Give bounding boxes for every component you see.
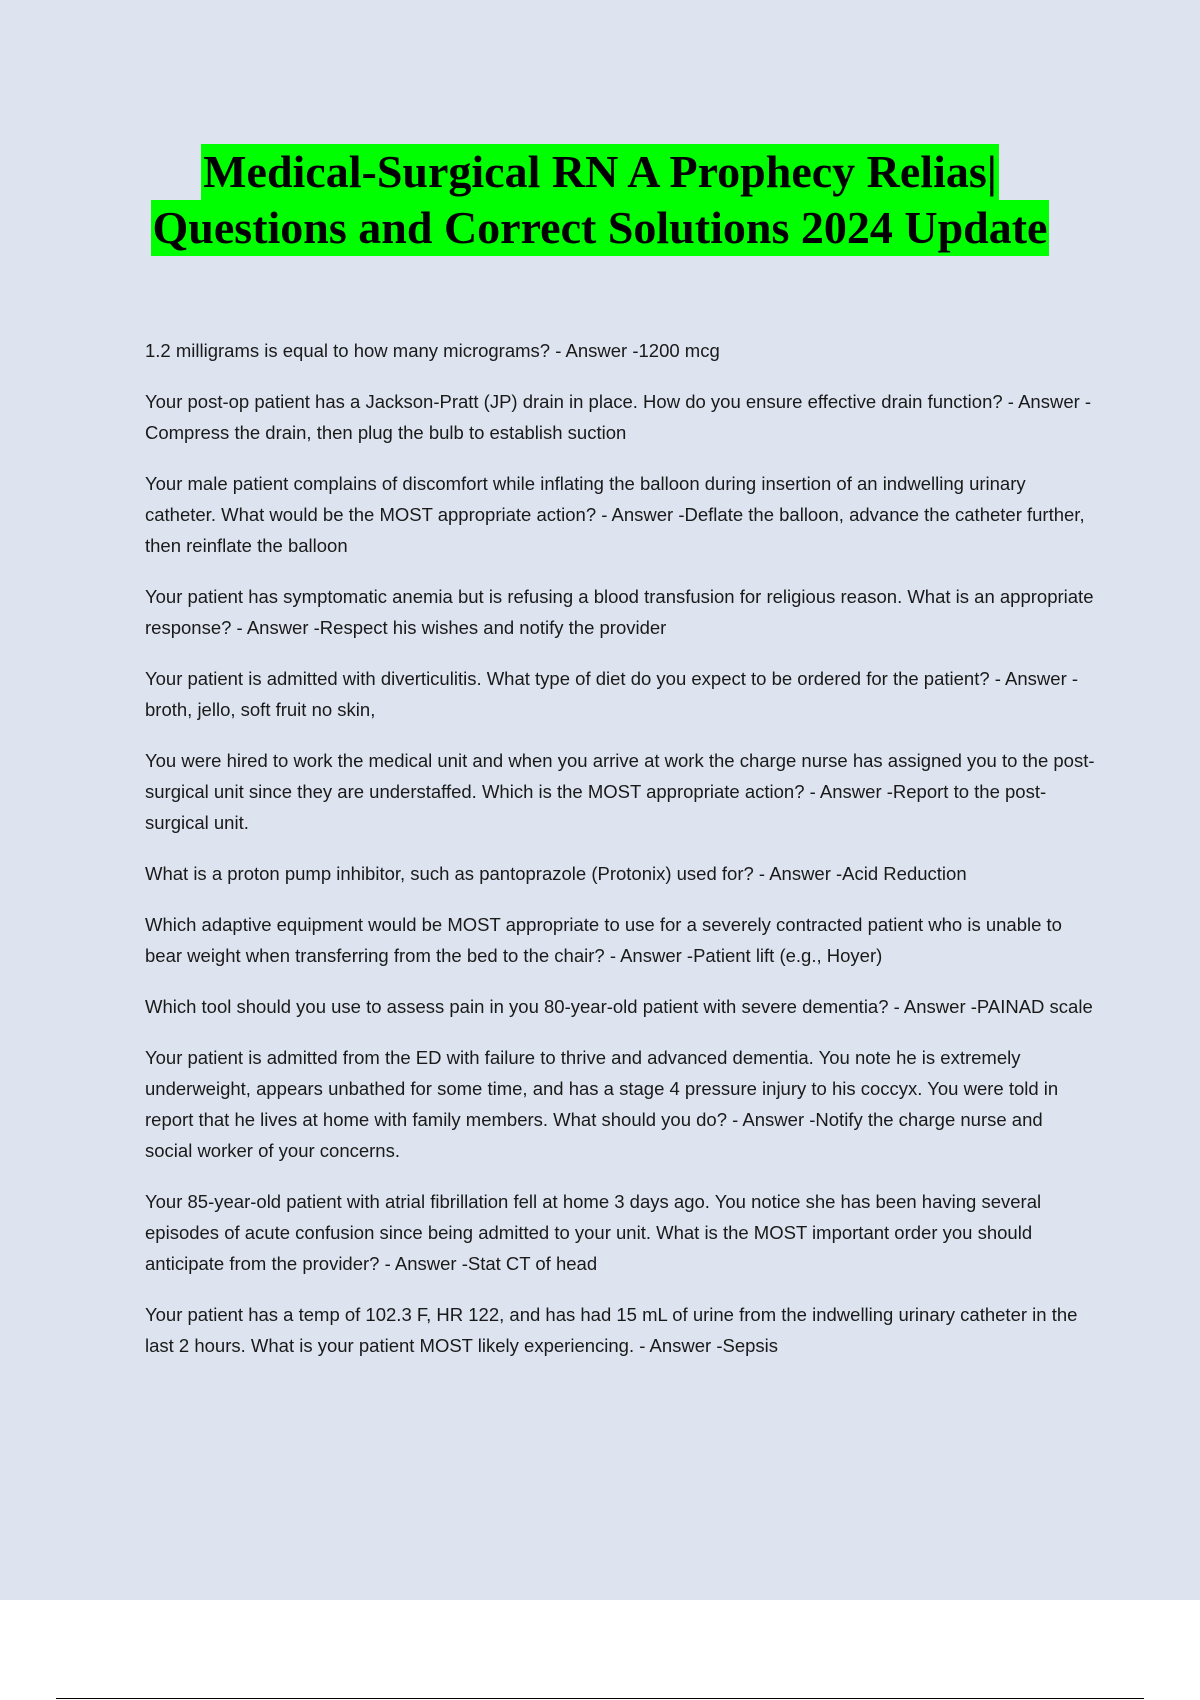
qa-item: Your patient has symptomatic anemia but is refusing a blood transfusion for religious reason. What is an appropriate response? - Answer -Respect his wishes and notify the provider — [145, 586, 1094, 638]
document-title — [0, 144, 1200, 256]
qa-item: What is a proton pump inhibitor, such as pantoprazole (Protonix) used for? - Answer -Acid Reduction — [145, 863, 967, 884]
qa-item: Your patient has a temp of 102.3 F, HR 122, and has had 15 mL of urine from the indwelling urinary catheter in the last 2 hours. What is your patient MOST likely experiencing. - Answer -Sepsis — [145, 1304, 1078, 1356]
title-line-2: Questions and Correct Solutions 2024 Update — [151, 200, 1050, 256]
qa-item: Your 85-year-old patient with atrial fibrillation fell at home 3 days ago. You notice she has been having several episodes of acute confusion since being admitted to your unit. What is the MOST important order you should anticipate from the provider? - Answer -Stat CT of head — [145, 1191, 1042, 1274]
qa-item: Your patient is admitted from the ED with failure to thrive and advanced dementia. You note he is extremely underweight, appears unbathed for some time, and has a stage 4 pressure injury to his coccyx. You were told in report that he lives at home with family members. What should you do? - Answer -Notify the charge nurse and social worker of your concerns. — [145, 1047, 1059, 1161]
footer-divider — [56, 1698, 1144, 1699]
qa-list — [145, 335, 1095, 1381]
qa-item: Which adaptive equipment would be MOST appropriate to use for a severely contracted patient who is unable to bear weight when transferring from the bed to the chair? - Answer -Patient lift (e.g., Hoyer) — [145, 914, 1062, 966]
qa-item: Your post-op patient has a Jackson-Pratt (JP) drain in place. How do you ensure effective drain function? - Answer -Compress the drain, then plug the bulb to establish suction — [145, 391, 1092, 443]
qa-item: You were hired to work the medical unit and when you arrive at work the charge nurse has assigned you to the post-surgical unit since they are understaffed. Which is the MOST appropriate action? - Answer -Report to the post-surgical unit. — [145, 750, 1095, 833]
title-line-1: Medical-Surgical RN A Prophecy Relias| — [201, 144, 999, 200]
qa-item: Your male patient complains of discomfort while inflating the balloon during insertion of an indwelling urinary catheter. What would be the MOST appropriate action? - Answer -Deflate the balloon, advance the catheter further, then reinflate the balloon — [145, 473, 1085, 556]
qa-item: 1.2 milligrams is equal to how many micrograms? - Answer -1200 mcg — [145, 340, 720, 361]
qa-item: Your patient is admitted with diverticulitis. What type of diet do you expect to be ordered for the patient? - Answer -broth, jello, soft fruit no skin, — [145, 668, 1079, 720]
qa-item: Which tool should you use to assess pain in you 80-year-old patient with severe dementia? - Answer -PAINAD scale — [145, 996, 1093, 1017]
